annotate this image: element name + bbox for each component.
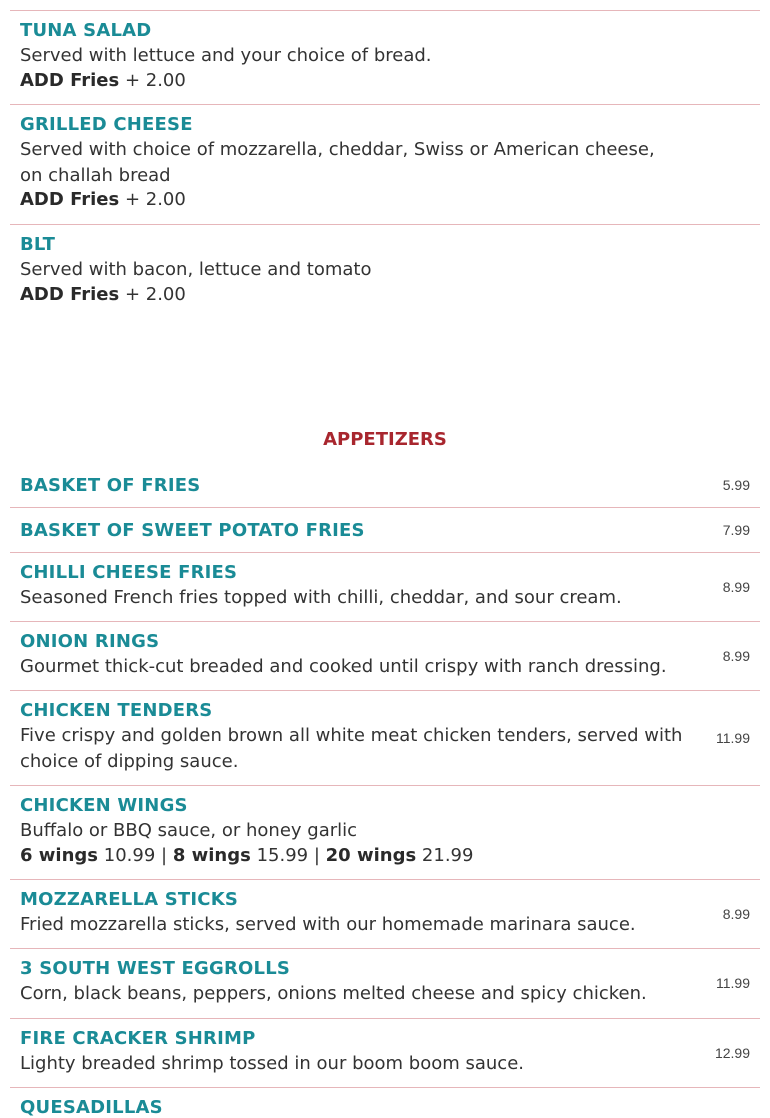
item-description: Served with choice of mozzarella, cheddar, Swiss or American cheese, on challah bread [20,139,655,186]
divider [10,224,760,225]
divider [10,879,760,880]
addon-price: + 2.00 [124,189,186,210]
item-price: 11.99 [716,730,750,746]
item-addon [20,284,186,305]
item-title: CHICKEN TENDERS [20,700,213,721]
item-description: Seasoned French fries topped with chilli, cheddar, and sour cream. [20,587,622,608]
item-description: Served with bacon, lettuce and tomato [20,259,372,280]
item-title: BASKET OF SWEET POTATO FRIES [20,520,365,541]
item-description: Buffalo or BBQ sauce, or honey garlic [20,820,358,841]
item-addon [20,189,186,210]
divider [10,507,760,508]
addon-label: ADD Fries [20,70,120,91]
item-title: FIRE CRACKER SHRIMP [20,1028,256,1049]
wing-option-price: 15.99 [256,845,309,866]
wing-option-price: 21.99 [421,845,474,866]
item-description: Served with lettuce and your choice of bread. [20,45,432,66]
wing-option-price: 10.99 [103,845,156,866]
item-price: 8.99 [722,579,750,595]
item-price: 5.99 [722,477,750,493]
option-separator: | [313,845,320,866]
addon-price: + 2.00 [124,70,186,91]
divider [10,621,760,622]
item-price: 7.99 [722,522,750,538]
item-title: TUNA SALAD [20,20,152,41]
addon-label: ADD Fries [20,284,120,305]
divider [10,104,760,105]
option-separator: | [161,845,168,866]
item-description: Five crispy and golden brown all white meat chicken tenders, served with choice of dipping sauce. [20,725,683,772]
wing-option-label: 8 wings [172,845,251,866]
divider [10,10,760,11]
addon-price: + 2.00 [124,284,186,305]
item-description: Fried mozzarella sticks, served with our homemade marinara sauce. [20,914,636,935]
item-title: BASKET OF FRIES [20,475,201,496]
item-title: 3 SOUTH WEST EGGROLLS [20,958,291,979]
divider [10,1018,760,1019]
section-heading-appetizers: APPETIZERS [323,429,447,450]
wing-option-label: 20 wings [325,845,417,866]
addon-label: ADD Fries [20,189,120,210]
item-title: ONION RINGS [20,631,160,652]
item-price: 8.99 [722,906,750,922]
item-price: 11.99 [716,975,750,991]
item-title: BLT [20,234,56,255]
item-description: Lighty breaded shrimp tossed in our boom boom sauce. [20,1053,524,1074]
item-price: 8.99 [722,648,750,664]
divider [10,785,760,786]
divider [10,552,760,553]
divider [10,690,760,691]
divider [10,948,760,949]
item-description: Corn, black beans, peppers, onions melted cheese and spicy chicken. [20,983,647,1004]
wing-options [20,845,473,866]
item-title: QUESADILLAS [20,1097,163,1118]
item-price: 12.99 [714,1045,750,1061]
divider [10,1087,760,1088]
item-description: Gourmet thick-cut breaded and cooked until crispy with ranch dressing. [20,656,667,677]
item-title: GRILLED CHEESE [20,114,193,135]
wing-option-label: 6 wings [20,845,99,866]
item-addon [20,70,186,91]
item-title: CHICKEN WINGS [20,795,188,816]
item-title: MOZZARELLA STICKS [20,889,239,910]
item-title: CHILLI CHEESE FRIES [20,562,238,583]
